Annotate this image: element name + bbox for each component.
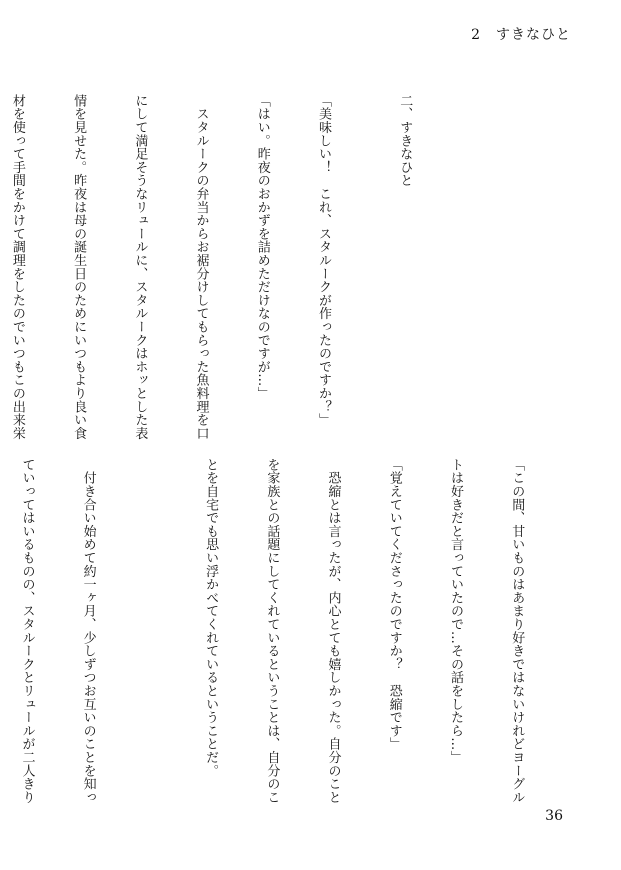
text-line: ていってはいるものの、スタルークとリュールが二人きり <box>19 458 35 804</box>
text-line: を家族との話題にしてくれているということは、自分のこ <box>264 458 280 804</box>
text-line: 「美味しい！ これ、スタルークが作ったのですか？」 <box>315 94 331 427</box>
text-line: にして満足そうなリュールに、スタルークはホッとした表 <box>132 94 148 440</box>
running-header: 2 すきなひと <box>471 27 571 43</box>
chapter-heading: 二、すきなひと <box>397 94 413 188</box>
text-line: 「この間、甘いものはあまり好きではないけれどヨーグル <box>509 458 525 804</box>
text-line: 付き合い始めて約一ヶ月、少しずつお互いのことを知っ <box>80 458 96 804</box>
text-line: 「覚えていてくださったのですか？ 恐縮です」 <box>386 458 402 751</box>
text-line: とを自宅でも思い浮かべてくれているということだ。 <box>203 458 219 778</box>
text-line: 「はい。昨夜のおかずを詰めただけなのですが…」 <box>254 94 270 400</box>
lower-text-block <box>19 458 567 804</box>
text-line: スタルークの弁当からお裾分けしてもらった魚料理を口 <box>193 94 209 440</box>
upper-text-block <box>9 94 455 440</box>
page-number: 36 <box>545 808 563 824</box>
text-line: 材を使って手間をかけて調理をしたのでいつもこの出来栄 <box>9 94 25 440</box>
blank-line <box>138 458 158 797</box>
text-line: トは好きだと言っていたので…その話をしたら…」 <box>447 458 463 764</box>
text-line: 恐縮とは言ったが、内心とても嬉しかった。自分のこと <box>325 458 341 804</box>
text-line: 情を見せた。昨夜は母の誕生日のためにいつもより良い食 <box>71 94 87 440</box>
